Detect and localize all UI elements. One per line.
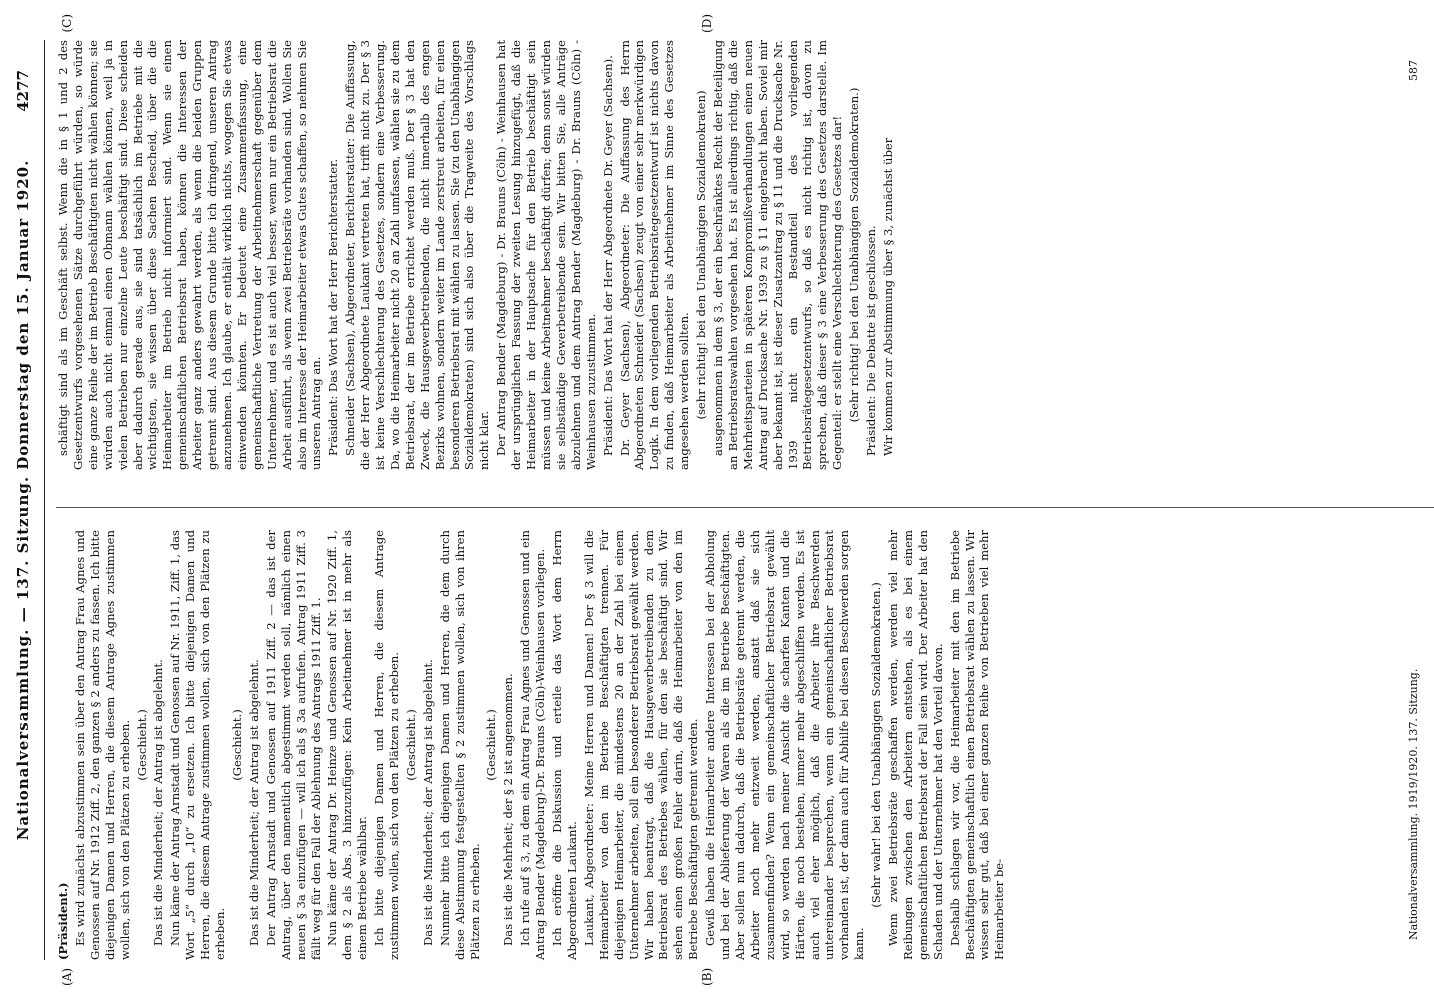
margin-mark-c: (C) <box>60 14 74 33</box>
paragraph: Präsident: Das Wort hat der Herr Berichterstatter. <box>326 158 341 456</box>
margin-mark-a: (A) <box>60 967 74 986</box>
paragraph: (Geschieht.) <box>134 709 149 781</box>
paragraph: Gewiß haben die Heimarbeiter andere Interessen bei der Abholung und bei der Ablieferung der Waren als die im Betriebe Beschäftigten. Aber sollen nun dadurch, daß die Betriebsräte getrennt werden, die Arbeiter noch mehr entzweit werden, anstatt daß sie sich zusammenfinden? Wenn ein gemeinschaftlicher Betriebsrat gewählt wird, so werden nach meiner Ansicht die scharfen Kanten und die Härten, die noch bestehen, immer mehr abgeschliffen werden. Es ist auch viel eher möglich, daß die Arbeiter ihre Beschwerden untereinander besprechen, wenn ein gemeinschaftlicher Betriebsrat vorhanden ist, der dann auch für Abhilfe bei diesen Beschwerden sorgen kann. <box>703 530 867 960</box>
paragraph: Wir kommen zur Abstimmung über § 3, zunächst über <box>880 137 895 456</box>
paragraph: Das ist die Minderheit; der Antrag ist abgelehnt. <box>246 659 261 946</box>
paragraph: (Sehr wahr! bei den Unabhängigen Sozialdemokraten.) <box>869 582 884 908</box>
margin-mark-b: (B) <box>700 967 714 986</box>
paragraph: Präsident: Die Debatte ist geschlossen. <box>864 225 879 456</box>
paragraph: Nun käme der Antrag Dr. Heinze und Genossen auf Nr. 1920 Ziff. 1, dem § 2 als Abs. 3 hinzuzufügen: Kein Arbeitnehmer ist in mehr als einem Betriebe wählbar. <box>325 530 370 960</box>
paragraph: (sehr richtig! bei den Unabhängigen Sozialdemokraten) <box>694 90 709 420</box>
paragraph: Ich bitte diejenigen Damen und Herren, die diesem Antrage zustimmen wollen, sich von den Plätzen zu erheben. <box>372 530 402 960</box>
paragraph: Das ist die Minderheit; der Antrag ist abgelehnt. <box>420 659 435 946</box>
paragraph: Das ist die Mehrheit; der § 2 ist angenommen. <box>501 673 516 946</box>
paragraph: ausgenommen in dem § 3, der ein beschränktes Recht der Beteiligung an Betriebsratswahlen vorgesehen hat. Es ist allerdings richtig, daß die Mehrheitsparteien in späteren Kompromißverhandlungen einen neuen Antrag auf Drucksache Nr. 1939 zu § 11 eingebracht haben. Soviel mir aber bekannt ist, ist dieser Zusatzantrag zu § 11 und die Drucksache Nr. 1939 nicht ein Bestandteil des vorliegenden Betriebsrätegesetzentwurfs, so daß es nicht richtig ist, davon zu sprechen, daß dieser § 3 eine Verbesserung des Gesetzes darstelle. Im Gegenteil: er stellt eine Verschlechterung des Gesetzes dar! <box>710 40 845 470</box>
paragraph: Ich rufe auf § 3, zu dem ein Antrag Frau Agnes und Genossen und ein Antrag Bender (Magdeburg)-Dr. Brauns (Cöln)-Weinhausen vorliegen. <box>518 530 548 960</box>
left-text-column <box>56 530 1009 960</box>
paragraph: (Sehr richtig! bei den Unabhängigen Sozialdemokraten.) <box>847 87 862 423</box>
paragraph: Wenn zwei Betriebsräte geschaffen werden, werden viel mehr Reibungen zwischen den Arbeitern entstehen, als es bei einem gemeinschaftlichen Betriebsrat der Fall sein wird. Der Arbeiter hat den Schaden und der Unternehmer hat den Vorteil davon. <box>886 530 945 960</box>
paragraph: Der Antrag Bender (Magdeburg) - Dr. Brauns (Cöln) - Weinhausen hat der ursprünglichen Fassung der zweiten Lesung hinzugefügt, daß die Heimarbeiter in der Hauptsache für den Betrieb beschäftigt sein müssen und keine Arbeitnehmer beschäftigt dürfen; denn sonst würden sie selbständige Gewerbetreibende sein. Wir bitten Sie, alle Anträge abzulehnen und dem Antrag Bender (Magdeburg) - Dr. Brauns (Cöln) - Weinhausen zuzustimmen. <box>494 40 598 470</box>
header-rule <box>44 40 45 960</box>
paragraph: Ich eröffne die Diskussion und erteile das Wort dem Herrn Abgeordneten Laukant. <box>550 530 579 960</box>
paragraph: Es wird zunächst abzustimmen sein über den Antrag Frau Agnes und Genossen auf Nr. 1912 Ziff. 2, den ganzen § 2 anders zu fassen. Ich bitte diejenigen Damen und Herren, die diesem Antrage Agnes zustimmen wollen, sich von den Plätzen zu erheben. <box>72 530 132 960</box>
paragraph: Nun käme der Antrag Arnstadt und Genossen auf Nr. 1911, Ziff. 1, das Wort „5“ durch „10“ zu ersetzen. Ich bitte diejenigen Damen und Herren, die diesem Antrage zustimmen wollen, sich von den Plätzen zu erheben. <box>168 529 228 960</box>
paragraph: schäftigt sind als im Geschäft selbst. Wenn die in § 1 und 2 des Gesetzentwurfs vorgesehenen Sätze durchgeführt würden, so würde eine ganze Reihe der im Betrieb Beschäftigten nicht wählen können; sie würden auch nicht einmal einen Obmann wählen können, weil ja in vielen Betrieben nur einzelne Leute beschäftigt sind. Diese scheiden aber dadurch gerade aus, sie sind tatsächlich im Betriebe mit die wichtigsten, sie wissen über diese Sachen Bescheid, über die die Heimarbeiter im Betrieb nicht informiert sind. Wenn sie einen gemeinschaftlichen Betriebsrat haben, können die Interessen der Arbeiter ganz anders gewahrt werden, als wenn die beiden Gruppen getrennt sind. Aus diesem Grunde bitte ich dringend, unseren Antrag anzunehmen. Ich glaube, er enthält wirklich nichts, wogegen Sie etwas einwenden könnten. Er bedeutet eine Zusammenfassung, eine gemeinschaftliche Vertretung der Arbeitnehmerschaft gegenüber dem Unternehmer, und es ist auch viel besser, wenn nur ein Betriebsrat die Arbeit ausführt, als wenn zwei Betriebsräte vorhanden sind. Wollen Sie also im Interesse der Heimarbeiter etwas Gutes schaffen, so nehmen Sie unseren Antrag an. <box>56 40 324 470</box>
page-number: 4277 <box>14 70 32 112</box>
paragraph: (Geschieht.) <box>484 709 499 781</box>
paragraph: Dr. Geyer (Sachsen), Abgeordneter: Die Auffassung des Herrn Abgeordneten Schneider (Sachsen) zeugt von einer sehr merkwürdigen Logik. In dem vorliegenden Betriebsrätegesetzentwurf ist nichts davon zu finden, daß Heimarbeiter als Arbeitnehmer im Sinne des Gesetzes angesehen werden sollten. <box>617 40 692 470</box>
column-divider <box>56 507 1434 508</box>
right-text-column <box>56 40 898 470</box>
footer-right: 587 <box>1407 60 1420 81</box>
margin-mark-d: (D) <box>700 14 714 33</box>
page-header-title: Nationalversammlung. — 137. Sitzung. Donnerstag den 15. Januar 1920. <box>14 159 32 841</box>
paragraph: Laukant, Abgeordneter: Meine Herren und Damen! Der § 3 will die Heimarbeiter von den im Betriebe Beschäftigten trennen. Für diejenigen Heimarbeiter, die mindestens 20 an der Zahl bei einem Unternehmer arbeiten, soll ein besonderer Betriebsrat gewählt werden. Wir haben beantragt, daß die Hausgewerbetreibenden zu dem Betriebsrat des Betriebes wählen, für den sie beschäftigt sind. Wir sehen einen großen Fehler darin, daß die Heimarbeiter von den im Betriebe Beschäftigten getrennt werden. <box>581 530 701 960</box>
paragraph: Präsident: Das Wort hat der Herr Abgeordnete Dr. Geyer (Sachsen). <box>600 55 615 456</box>
paragraph: Das ist die Minderheit; der Antrag ist abgelehnt. <box>151 659 166 946</box>
paragraph: Deshalb schlagen wir vor, die Heimarbeiter mit den im Betriebe Beschäftigten gemeinschaftlich einen Betriebsrat wählen zu lassen. Wir wissen sehr gut, daß bei einer ganzen Reihe von Betrieben viel mehr Heimarbeiter be- <box>947 530 1007 960</box>
paragraph: Der Antrag Arnstadt und Genossen auf 1911 Ziff. 2 — das ist der Antrag, über den namentlich abgestimmt werden soll, nämlich einen neuen § 3a einzufügen — will ich als § 3a aufrufen. Antrag 1911 Ziff. 3 fällt weg für den Fall der Ablehnung des Antrags 1911 Ziff. 1. <box>263 530 323 960</box>
paragraph: Schneider (Sachsen), Abgeordneter, Berichterstatter: Die Auffassung, die der Herr Abgeordnete Laukant vertreten hat, trifft nicht zu. Der § 3 ist keine Verschlechterung des Gesetzes, sondern eine Verbesserung. Da, wo die Heimarbeiter nicht 20 an Zahl umfassen, wählen sie zu dem Betriebsrat, der im Betriebe errichtet werden muß. Der § 3 hat den Zweck, die Hausgewerbetreibenden, die nicht innerhalb des engen Bezirks wohnen, sondern weiter im Lande zerstreut arbeiten, für einen besonderen Betriebsrat mit wählen zu lassen. Sie (zu den Unabhängigen Sozialdemokraten) sind sich also über die Tragweite des Vorschlags nicht klar. <box>343 40 492 470</box>
paragraph: (Geschieht.) <box>229 709 244 781</box>
paragraph: (Geschieht.) <box>403 709 418 781</box>
paragraph: Nunmehr bitte ich diejenigen Damen und Herren, die dem durch diese Abstimmung festgestellten § 2 zustimmen wollen, sich von ihren Plätzen zu erheben. <box>437 530 482 960</box>
footer-left: Nationalversammlung. 1919/1920. 137. Sitzung. <box>1407 668 1420 940</box>
paragraph: (Präsident.) <box>56 882 70 960</box>
